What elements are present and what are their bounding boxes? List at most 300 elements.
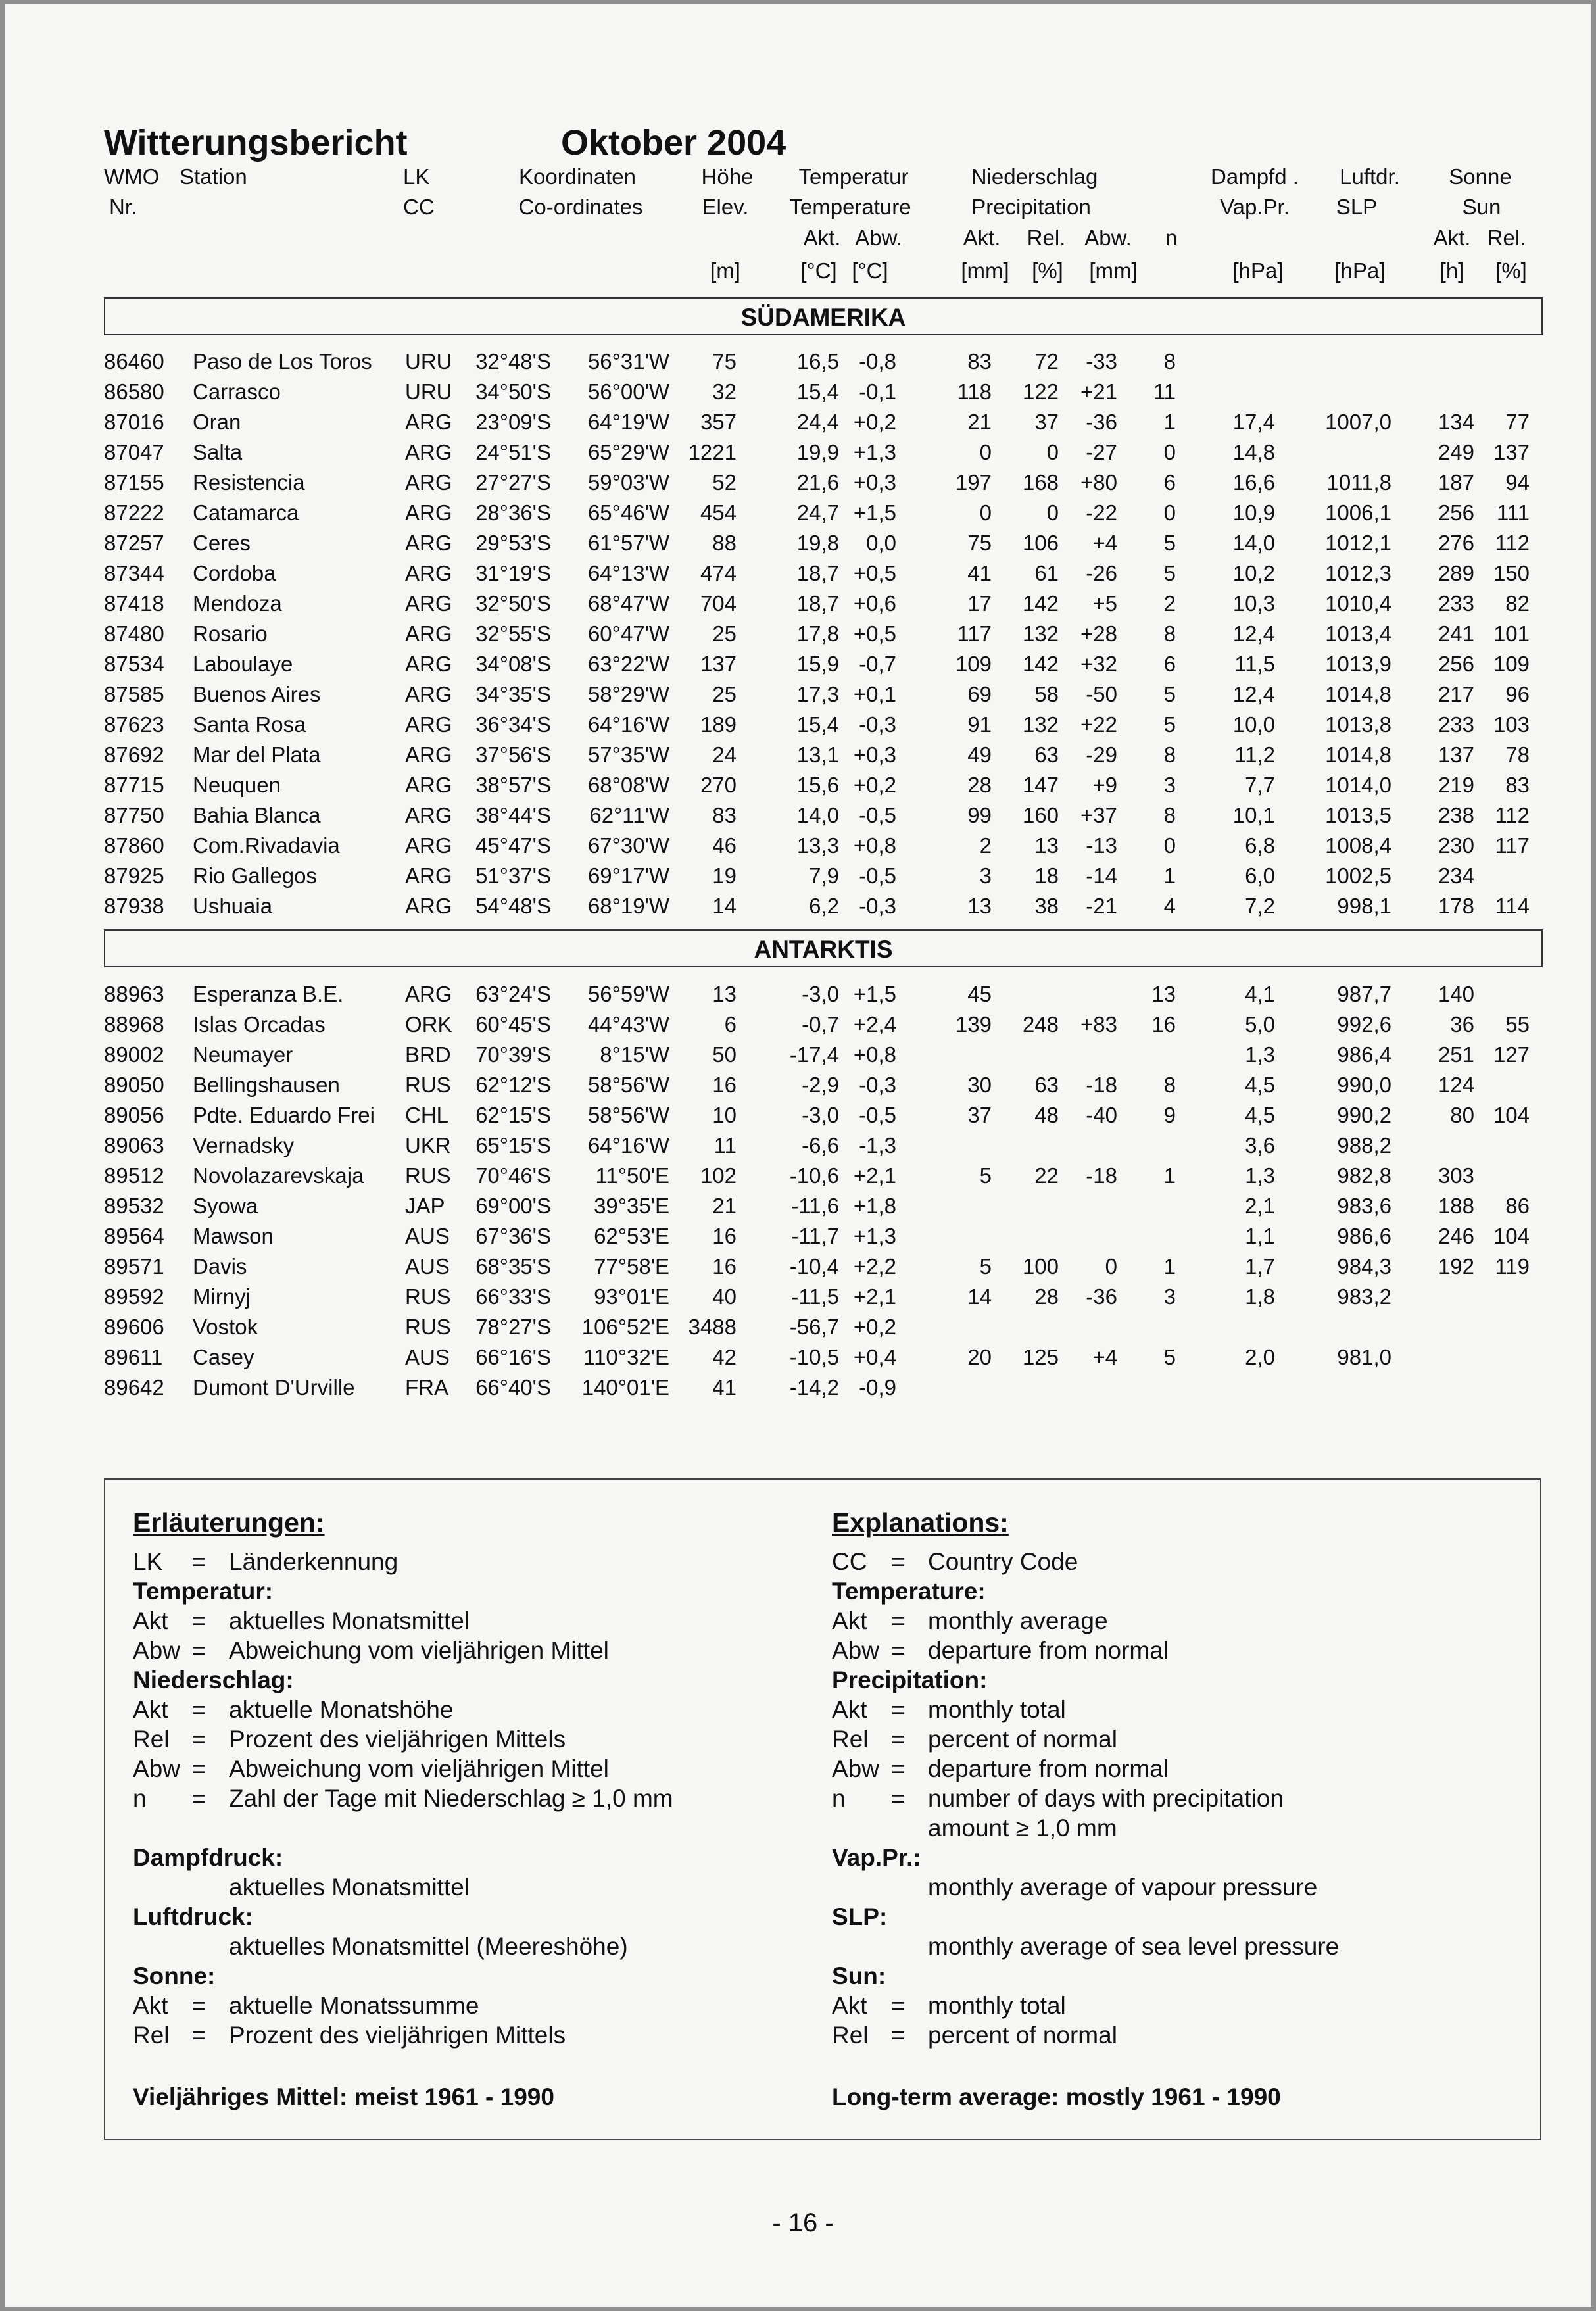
- longitude: 64°16'W: [587, 1133, 669, 1157]
- temp-akt: -10,6: [789, 1163, 839, 1188]
- table-row: [5, 649, 1591, 679]
- header-prec-de: Niederschlag: [971, 164, 1098, 189]
- wmo-number: 87938: [104, 894, 164, 918]
- prec-abw: +9: [1092, 773, 1117, 797]
- wmo-number: 87692: [104, 742, 164, 767]
- explanation-equals: =: [192, 1637, 206, 1664]
- prec-days: 0: [1163, 440, 1176, 464]
- table-row: [5, 468, 1591, 498]
- table-row: [5, 437, 1591, 468]
- table-row: [5, 979, 1591, 1010]
- sea-level-pressure: 992,6: [1337, 1012, 1391, 1036]
- temp-akt: 13,3: [796, 833, 839, 858]
- vapour-pressure: 2,1: [1245, 1194, 1275, 1218]
- prec-days: 3: [1163, 1284, 1176, 1309]
- vapour-pressure: 5,0: [1245, 1012, 1275, 1036]
- header-coord-en: Co-ordinates: [518, 195, 643, 219]
- temp-akt: 19,8: [796, 531, 839, 555]
- sea-level-pressure: 1013,5: [1325, 803, 1391, 827]
- longitude: 39°35'E: [594, 1194, 669, 1218]
- prec-akt: 5: [979, 1163, 992, 1188]
- longitude: 61°57'W: [587, 531, 669, 555]
- temp-akt: -3,0: [802, 982, 839, 1006]
- latitude: 78°27'S: [475, 1315, 551, 1339]
- prec-abw: +37: [1080, 803, 1117, 827]
- sun-rel: 112: [1495, 531, 1530, 555]
- country-code: AUS: [405, 1254, 450, 1278]
- latitude: 67°36'S: [475, 1224, 551, 1248]
- section-title: ANTARKTIS: [754, 936, 893, 963]
- latitude: 27°27'S: [475, 470, 551, 495]
- prec-days: 1: [1163, 864, 1176, 888]
- latitude: 29°53'S: [475, 531, 551, 555]
- sea-level-pressure: 986,4: [1337, 1042, 1391, 1067]
- prec-rel: 72: [1034, 349, 1059, 374]
- temp-akt: 14,0: [796, 803, 839, 827]
- temp-abw: +2,1: [853, 1284, 896, 1309]
- temp-akt: 13,1: [796, 742, 839, 767]
- latitude: 45°47'S: [475, 833, 551, 858]
- station-name: Buenos Aires: [193, 682, 321, 706]
- longitude: 62°11'W: [589, 803, 669, 827]
- header-vap-en: Vap.Pr.: [1220, 195, 1290, 219]
- explanation-heading: Sonne:: [133, 1962, 216, 1989]
- station-name: Rosario: [193, 621, 268, 646]
- vapour-pressure: 10,3: [1232, 591, 1275, 616]
- vapour-pressure: 17,4: [1232, 410, 1275, 434]
- temp-akt: 16,5: [796, 349, 839, 374]
- sea-level-pressure: 983,2: [1337, 1284, 1391, 1309]
- elevation: 32: [712, 379, 737, 404]
- station-name: Neumayer: [193, 1042, 293, 1067]
- temp-abw: -0,7: [859, 652, 896, 676]
- country-code: ARG: [405, 894, 452, 918]
- station-name: Syowa: [193, 1194, 258, 1218]
- latitude: 32°48'S: [475, 349, 551, 374]
- header-lk: LK: [403, 164, 430, 189]
- prec-days: 5: [1163, 561, 1176, 585]
- header-temp-unit1: [°C]: [800, 258, 837, 283]
- longitude: 56°00'W: [587, 379, 669, 404]
- longitude: 59°03'W: [587, 470, 669, 495]
- sun-rel: 150: [1493, 561, 1530, 585]
- explanation-text: monthly total: [928, 1696, 1066, 1723]
- longitude: 68°47'W: [587, 591, 669, 616]
- latitude: 70°46'S: [475, 1163, 551, 1188]
- header-sun-unit2: [%]: [1495, 258, 1527, 283]
- country-code: CHL: [405, 1103, 449, 1127]
- prec-rel: 28: [1034, 1284, 1059, 1309]
- vapour-pressure: 1,8: [1245, 1284, 1275, 1309]
- country-code: ARG: [405, 470, 452, 495]
- sea-level-pressure: 998,1: [1337, 894, 1391, 918]
- prec-rel: 132: [1022, 712, 1059, 737]
- prec-days: 5: [1163, 712, 1176, 737]
- prec-akt: 45: [967, 982, 992, 1006]
- prec-days: 4: [1163, 894, 1176, 918]
- wmo-number: 87623: [104, 712, 164, 737]
- header-temp-abw: Abw.: [855, 226, 902, 250]
- sea-level-pressure: 982,8: [1337, 1163, 1391, 1188]
- section-header-antarktis: [104, 929, 1543, 967]
- station-name: Ushuaia: [193, 894, 273, 918]
- explanation-heading: Niederschlag:: [133, 1666, 294, 1693]
- wmo-number: 87155: [104, 470, 164, 495]
- table-row: [5, 347, 1591, 377]
- country-code: ORK: [405, 1012, 452, 1036]
- elevation: 88: [712, 531, 737, 555]
- temp-abw: -0,3: [859, 894, 896, 918]
- latitude: 66°16'S: [475, 1345, 551, 1369]
- temp-akt: -17,4: [789, 1042, 839, 1067]
- elevation: 137: [700, 652, 737, 676]
- prec-days: 3: [1163, 773, 1176, 797]
- station-name: Com.Rivadavia: [193, 833, 340, 858]
- prec-akt: 2: [979, 833, 992, 858]
- explanation-heading: Dampfdruck:: [133, 1844, 283, 1871]
- wmo-number: 87418: [104, 591, 164, 616]
- temp-abw: +1,5: [853, 982, 896, 1006]
- station-name: Bahia Blanca: [193, 803, 321, 827]
- explanation-key: Abw: [832, 1637, 879, 1664]
- prec-days: 1: [1163, 410, 1176, 434]
- header-slp-en: SLP: [1336, 195, 1378, 219]
- prec-days: 1: [1163, 1163, 1176, 1188]
- country-code: RUS: [405, 1073, 451, 1097]
- prec-days: 8: [1163, 803, 1176, 827]
- vapour-pressure: 10,0: [1232, 712, 1275, 737]
- header-temp-en: Temperature: [789, 195, 911, 219]
- prec-rel: 0: [1046, 440, 1059, 464]
- explanation-key: Akt: [832, 1607, 867, 1634]
- prec-abw: +5: [1092, 591, 1117, 616]
- station-name: Neuquen: [193, 773, 281, 797]
- prec-rel: 147: [1022, 773, 1059, 797]
- explanation-key: Akt: [133, 1992, 168, 2019]
- longitude: 60°47'W: [587, 621, 669, 646]
- explanation-text: Abweichung vom vieljährigen Mittel: [229, 1637, 609, 1664]
- station-name: Oran: [193, 410, 241, 434]
- sea-level-pressure: 1002,5: [1325, 864, 1391, 888]
- prec-abw: -26: [1086, 561, 1117, 585]
- table-row: [5, 1252, 1591, 1282]
- temp-akt: 15,4: [796, 379, 839, 404]
- prec-rel: 100: [1022, 1254, 1059, 1278]
- table-row: [5, 1342, 1591, 1373]
- elevation: 25: [712, 682, 737, 706]
- country-code: RUS: [405, 1284, 451, 1309]
- latitude: 38°57'S: [475, 773, 551, 797]
- explanation-heading: SLP:: [832, 1903, 888, 1930]
- elevation: 454: [700, 500, 737, 525]
- wmo-number: 87222: [104, 500, 164, 525]
- wmo-number: 86460: [104, 349, 164, 374]
- country-code: ARG: [405, 621, 452, 646]
- header-vap-de: Dampfd .: [1211, 164, 1299, 189]
- latitude: 38°44'S: [475, 803, 551, 827]
- explanation-text: monthly total: [928, 1992, 1066, 2019]
- prec-rel: 37: [1034, 410, 1059, 434]
- wmo-number: 89050: [104, 1073, 164, 1097]
- station-name: Cordoba: [193, 561, 276, 585]
- wmo-number: 89002: [104, 1042, 164, 1067]
- sun-rel: 103: [1493, 712, 1530, 737]
- temp-abw: +2,1: [853, 1163, 896, 1188]
- sun-rel: 137: [1493, 440, 1530, 464]
- elevation: 270: [700, 773, 737, 797]
- vapour-pressure: 14,8: [1232, 440, 1275, 464]
- table-row: [5, 1131, 1591, 1161]
- table-row: [5, 1010, 1591, 1040]
- elevation: 11: [713, 1133, 737, 1157]
- wmo-number: 87585: [104, 682, 164, 706]
- table-row: [5, 891, 1591, 921]
- explanation-heading: Vap.Pr.:: [832, 1844, 921, 1871]
- prec-days: 0: [1163, 500, 1176, 525]
- country-code: ARG: [405, 773, 452, 797]
- table-row: [5, 710, 1591, 740]
- station-name: Salta: [193, 440, 243, 464]
- latitude: 32°50'S: [475, 591, 551, 616]
- header-coord-de: Koordinaten: [519, 164, 636, 189]
- explanation-text: aktuelles Monatsmittel: [229, 1607, 470, 1634]
- prec-abw: +83: [1080, 1012, 1117, 1036]
- header-elev-unit: [m]: [710, 258, 740, 283]
- latitude: 66°33'S: [475, 1284, 551, 1309]
- temp-akt: 24,7: [796, 500, 839, 525]
- wmo-number: 89564: [104, 1224, 164, 1248]
- table-row: [5, 377, 1591, 407]
- sun-akt: 276: [1438, 531, 1474, 555]
- explanation-text: number of days with precipitation: [928, 1785, 1284, 1812]
- sun-akt: 187: [1438, 470, 1474, 495]
- header-prec-akt: Akt.: [963, 226, 1001, 250]
- country-code: URU: [405, 349, 452, 374]
- sea-level-pressure: 1014,8: [1325, 682, 1391, 706]
- vapour-pressure: 12,4: [1232, 682, 1275, 706]
- prec-akt: 20: [967, 1345, 992, 1369]
- prec-abw: -18: [1086, 1163, 1117, 1188]
- header-temp-unit2: [°C]: [852, 258, 888, 283]
- header-elev-en: Elev.: [702, 195, 749, 219]
- explanation-text: Country Code: [928, 1548, 1078, 1575]
- table-row: [5, 770, 1591, 800]
- sun-akt: 241: [1438, 621, 1474, 646]
- explanation-key: Rel: [133, 2022, 170, 2049]
- prec-abw: -13: [1086, 833, 1117, 858]
- explanation-heading: Temperature:: [832, 1578, 986, 1605]
- prec-rel: 106: [1022, 531, 1059, 555]
- prec-days: 1: [1163, 1254, 1176, 1278]
- explanation-key: Akt: [133, 1696, 168, 1723]
- prec-akt: 75: [967, 531, 992, 555]
- table-row: [5, 1373, 1591, 1403]
- explanation-heading: Sun:: [832, 1962, 886, 1989]
- prec-rel: 142: [1022, 591, 1059, 616]
- explanation-equals: =: [891, 1607, 906, 1634]
- sun-akt: 124: [1438, 1073, 1474, 1097]
- country-code: ARG: [405, 410, 452, 434]
- prec-days: 9: [1163, 1103, 1176, 1127]
- station-name: Laboulaye: [193, 652, 293, 676]
- header-slp-unit: [hPa]: [1334, 258, 1386, 283]
- temp-akt: -11,7: [791, 1224, 839, 1248]
- temp-akt: -10,4: [789, 1254, 839, 1278]
- temp-abw: +0,8: [853, 833, 896, 858]
- header-cc: CC: [403, 195, 435, 219]
- explanation-text: departure from normal: [928, 1755, 1169, 1782]
- header-slp-de: Luftdr.: [1340, 164, 1400, 189]
- vapour-pressure: 12,4: [1232, 621, 1275, 646]
- wmo-number: 89611: [104, 1345, 163, 1369]
- prec-akt: 0: [979, 440, 992, 464]
- temp-akt: 15,4: [796, 712, 839, 737]
- prec-abw: -33: [1086, 349, 1117, 374]
- sun-rel: 82: [1505, 591, 1530, 616]
- country-code: ARG: [405, 561, 452, 585]
- elevation: 3488: [688, 1315, 737, 1339]
- header-wmo: WMO: [104, 164, 160, 189]
- sun-akt: 289: [1438, 561, 1474, 585]
- station-name: Vernadsky: [193, 1133, 295, 1157]
- sun-rel: 94: [1505, 470, 1530, 495]
- sun-rel: 104: [1493, 1224, 1530, 1248]
- table-row: [5, 1161, 1591, 1191]
- prec-abw: -14: [1086, 864, 1117, 888]
- sun-akt: 188: [1438, 1194, 1474, 1218]
- latitude: 24°51'S: [475, 440, 551, 464]
- station-name: Paso de Los Toros: [193, 349, 372, 374]
- sun-akt: 303: [1438, 1163, 1474, 1188]
- vapour-pressure: 11,5: [1234, 652, 1275, 676]
- elevation: 102: [700, 1163, 737, 1188]
- latitude: 34°50'S: [475, 379, 551, 404]
- sea-level-pressure: 984,3: [1337, 1254, 1391, 1278]
- temp-abw: -0,9: [859, 1375, 896, 1399]
- table-row: [5, 800, 1591, 831]
- wmo-number: 87480: [104, 621, 164, 646]
- prec-akt: 17: [967, 591, 992, 616]
- country-code: ARG: [405, 652, 452, 676]
- longitude: 140°01'E: [581, 1375, 669, 1399]
- latitude: 62°12'S: [475, 1073, 551, 1097]
- header-prec-en: Precipitation: [971, 195, 1091, 219]
- table-row: [5, 831, 1591, 861]
- latitude: 62°15'S: [475, 1103, 551, 1127]
- prec-rel: 38: [1034, 894, 1059, 918]
- prec-akt: 28: [967, 773, 992, 797]
- prec-rel: 132: [1022, 621, 1059, 646]
- country-code: BRD: [405, 1042, 451, 1067]
- prec-akt: 99: [967, 803, 992, 827]
- prec-abw: -29: [1086, 742, 1117, 767]
- table-row: [5, 498, 1591, 528]
- sea-level-pressure: 1013,4: [1325, 621, 1391, 646]
- latitude: 31°19'S: [475, 561, 551, 585]
- wmo-number: 89056: [104, 1103, 164, 1127]
- longitude: 67°30'W: [587, 833, 669, 858]
- prec-days: 13: [1151, 982, 1176, 1006]
- station-name: Bellingshausen: [193, 1073, 340, 1097]
- longitude: 58°56'W: [587, 1073, 669, 1097]
- sun-akt: 233: [1438, 712, 1474, 737]
- elevation: 41: [712, 1375, 737, 1399]
- explanation-equals: =: [192, 2022, 206, 2049]
- header-prec-unit3: [mm]: [1089, 258, 1138, 283]
- temp-abw: +2,2: [853, 1254, 896, 1278]
- longitude: 44°43'W: [587, 1012, 669, 1036]
- temp-abw: +0,6: [853, 591, 896, 616]
- longitude: 68°08'W: [587, 773, 669, 797]
- temp-akt: -56,7: [789, 1315, 839, 1339]
- latitude: 65°15'S: [475, 1133, 551, 1157]
- explanation-key: Rel: [133, 1726, 170, 1753]
- prec-rel: 168: [1022, 470, 1059, 495]
- country-code: RUS: [405, 1163, 451, 1188]
- elevation: 6: [724, 1012, 737, 1036]
- vapour-pressure: 7,7: [1245, 773, 1275, 797]
- station-name: Resistencia: [193, 470, 305, 495]
- header-sun-en: Sun: [1462, 195, 1501, 219]
- prec-akt: 118: [957, 379, 992, 404]
- longitude: 68°19'W: [587, 894, 669, 918]
- explanation-text: monthly average of sea level pressure: [928, 1933, 1340, 1960]
- station-name: Islas Orcadas: [193, 1012, 326, 1036]
- sea-level-pressure: 1014,0: [1325, 773, 1391, 797]
- prec-days: 11: [1153, 379, 1176, 404]
- temp-akt: 18,7: [796, 591, 839, 616]
- prec-akt: 49: [967, 742, 992, 767]
- prec-akt: 41: [967, 561, 992, 585]
- latitude: 70°39'S: [475, 1042, 551, 1067]
- station-name: Davis: [193, 1254, 247, 1278]
- longitude: 93°01'E: [594, 1284, 669, 1309]
- station-name: Catamarca: [193, 500, 299, 525]
- prec-rel: 160: [1022, 803, 1059, 827]
- explanation-equals: =: [891, 1755, 906, 1782]
- table-row: [5, 558, 1591, 589]
- prec-rel: 125: [1022, 1345, 1059, 1369]
- country-code: RUS: [405, 1315, 451, 1339]
- sea-level-pressure: 988,2: [1337, 1133, 1391, 1157]
- table-row: [5, 1040, 1591, 1070]
- temp-abw: -0,8: [859, 349, 896, 374]
- explanation-text: percent of normal: [928, 1726, 1117, 1753]
- elevation: 16: [712, 1073, 737, 1097]
- prec-rel: 48: [1034, 1103, 1059, 1127]
- station-name: Santa Rosa: [193, 712, 306, 737]
- report-page: [5, 4, 1591, 2307]
- explanation-key: Abw: [832, 1755, 879, 1782]
- vapour-pressure: 14,0: [1232, 531, 1275, 555]
- wmo-number: 87257: [104, 531, 164, 555]
- longitude: 62°53'E: [594, 1224, 669, 1248]
- prec-rel: 63: [1034, 742, 1059, 767]
- elevation: 13: [712, 982, 737, 1006]
- sea-level-pressure: 983,6: [1337, 1194, 1391, 1218]
- longitude: 8°15'W: [600, 1042, 669, 1067]
- sun-rel: 96: [1505, 682, 1530, 706]
- explanation-key: Rel: [832, 1726, 869, 1753]
- wmo-number: 87750: [104, 803, 164, 827]
- temp-abw: +0,3: [853, 470, 896, 495]
- temp-abw: +0,1: [853, 682, 896, 706]
- header-prec-rel: Rel.: [1027, 226, 1066, 250]
- latitude: 23°09'S: [475, 410, 551, 434]
- elevation: 357: [700, 410, 737, 434]
- station-name: Esperanza B.E.: [193, 982, 344, 1006]
- table-row: [5, 407, 1591, 437]
